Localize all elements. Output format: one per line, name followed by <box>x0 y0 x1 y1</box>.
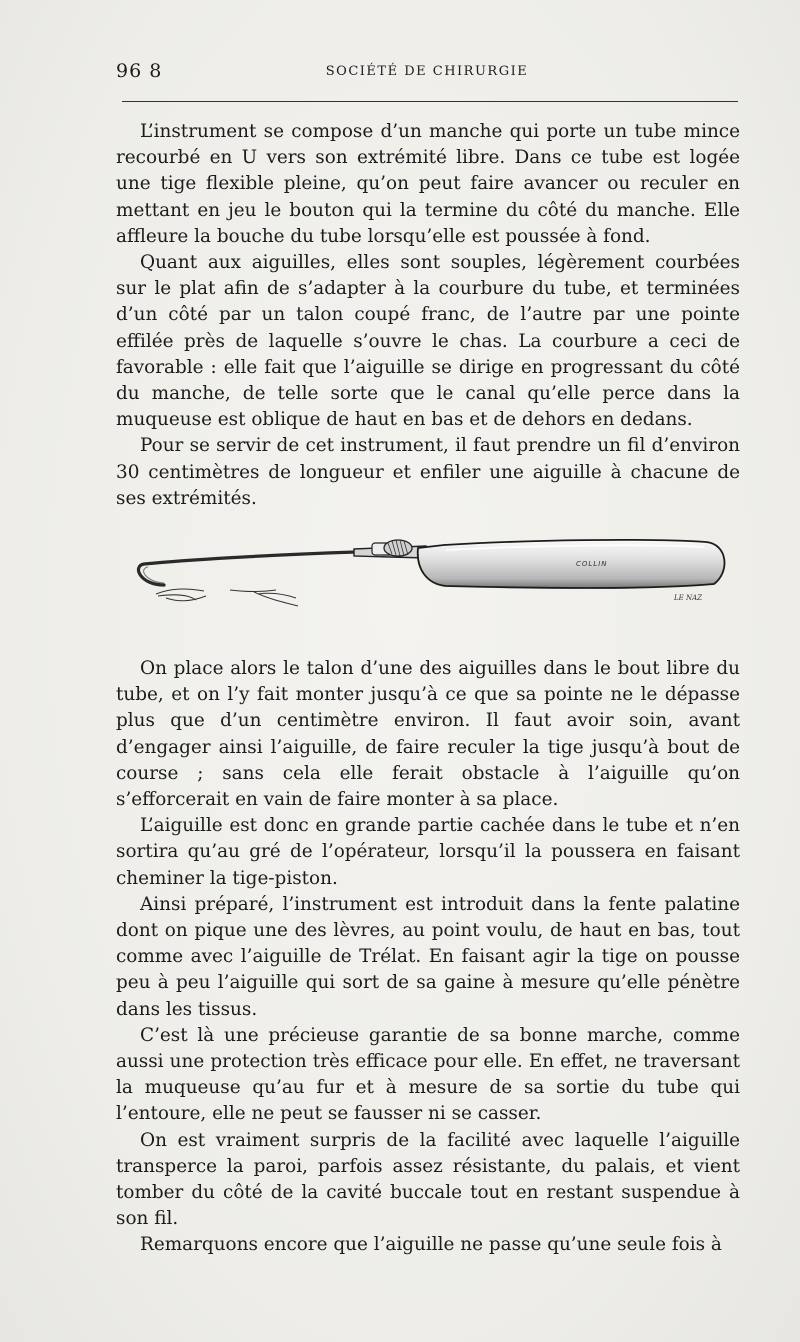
page-header <box>116 58 738 88</box>
paragraph: C’est là une précieuse garantie de sa bonne marche, comme aussi une protection très efficace pour elle. En effet, ne traversant la muqueuse qu’au fur et à mesure de sa sortie du tube qui l’entoure, elle ne peut se fausser ni se casser. <box>116 1024 740 1125</box>
paragraph: Ainsi préparé, l’instrument est introduit dans la fente palatine dont on pique une des lèvres, au point voulu, de haut en bas, tout comme avec l’aiguille de Trélat. En faisant agir la tige on pousse peu à peu l’aiguille qui sort de sa gaine à mesure qu’elle pénètre dans les tissus. <box>116 893 740 1020</box>
header-rule <box>122 101 738 102</box>
paragraph: Pour se servir de cet instrument, il faut prendre un fil d’environ 30 centimètres de longueur et enfiler une aiguille à chacune de ses extrémités. <box>116 435 740 509</box>
needle-holder-engraving <box>126 528 736 630</box>
running-head: SOCIÉTÉ DE CHIRURGIE <box>325 64 529 79</box>
instrument-handle <box>418 540 725 588</box>
paragraph: On place alors le talon d’une des aiguilles dans le bout libre du tube, et on l’y fait monter jusqu’à ce que sa pointe ne le dépasse plus que d’un centimètre environ. Il faut avoir soin, avant d’engager ainsi l’aiguille, de faire reculer la tige jusqu’à bout de course ; sans cela elle ferait obstacle à l’aiguille qu’on s’efforcerait en vain de faire monter à sa place. <box>116 658 740 811</box>
paragraph: L’aiguille est donc en grande partie cachée dans le tube et n’en sortira qu’au gré de l’opérateur, lorsqu’il la poussera en faisant cheminer la tige-piston. <box>116 815 740 889</box>
paragraph: Quant aux aiguilles, elles sont souples, légèrement courbées sur le plat afin de s’adapter à la courbure du tube, et terminées d’un côté par un talon coupé franc, de l’autre par une pointe effilée près de laquelle s’ouvre le chas. La courbure a ceci de favorable : elle fait que l’aiguille se dirige en progressant du côté du manche, de telle sorte que le canal qu’elle perce dans la muqueuse est oblique de haut en bas et de dehors en dedans. <box>116 252 740 431</box>
needle-with-thread <box>230 590 298 606</box>
paragraph: Remarquons encore que l’aiguille ne passe qu’une seule fois à <box>140 1234 722 1256</box>
needle-with-thread <box>156 589 206 601</box>
u-tube-hook <box>138 552 356 585</box>
page-number: 96 8 <box>116 60 163 82</box>
paragraph: L’instrument se compose d’un manche qui porte un tube mince recourbé en U vers son extrémité libre. Dans ce tube est logée une tige flexible pleine, qu’on peut faire avancer ou reculer en mettant en jeu le bouton qui la termine du côté du manche. Elle affleure la bouche du tube lorsqu’elle est poussée à fond. <box>116 121 740 247</box>
text-before-figure <box>116 119 740 512</box>
handle-label: COLLIN <box>576 560 608 568</box>
text-after-figure <box>116 656 740 1259</box>
instrument-illustration <box>126 528 736 630</box>
engraver-signature: LE NAZ <box>674 594 703 602</box>
paragraph: On est vraiment surpris de la facilité avec laquelle l’aiguille transperce la paroi, parfois assez résistante, du palais, et vient tomber du côté de la cavité buccale tout en restant suspendue à son fil. <box>116 1129 740 1230</box>
slide-button <box>372 540 412 556</box>
